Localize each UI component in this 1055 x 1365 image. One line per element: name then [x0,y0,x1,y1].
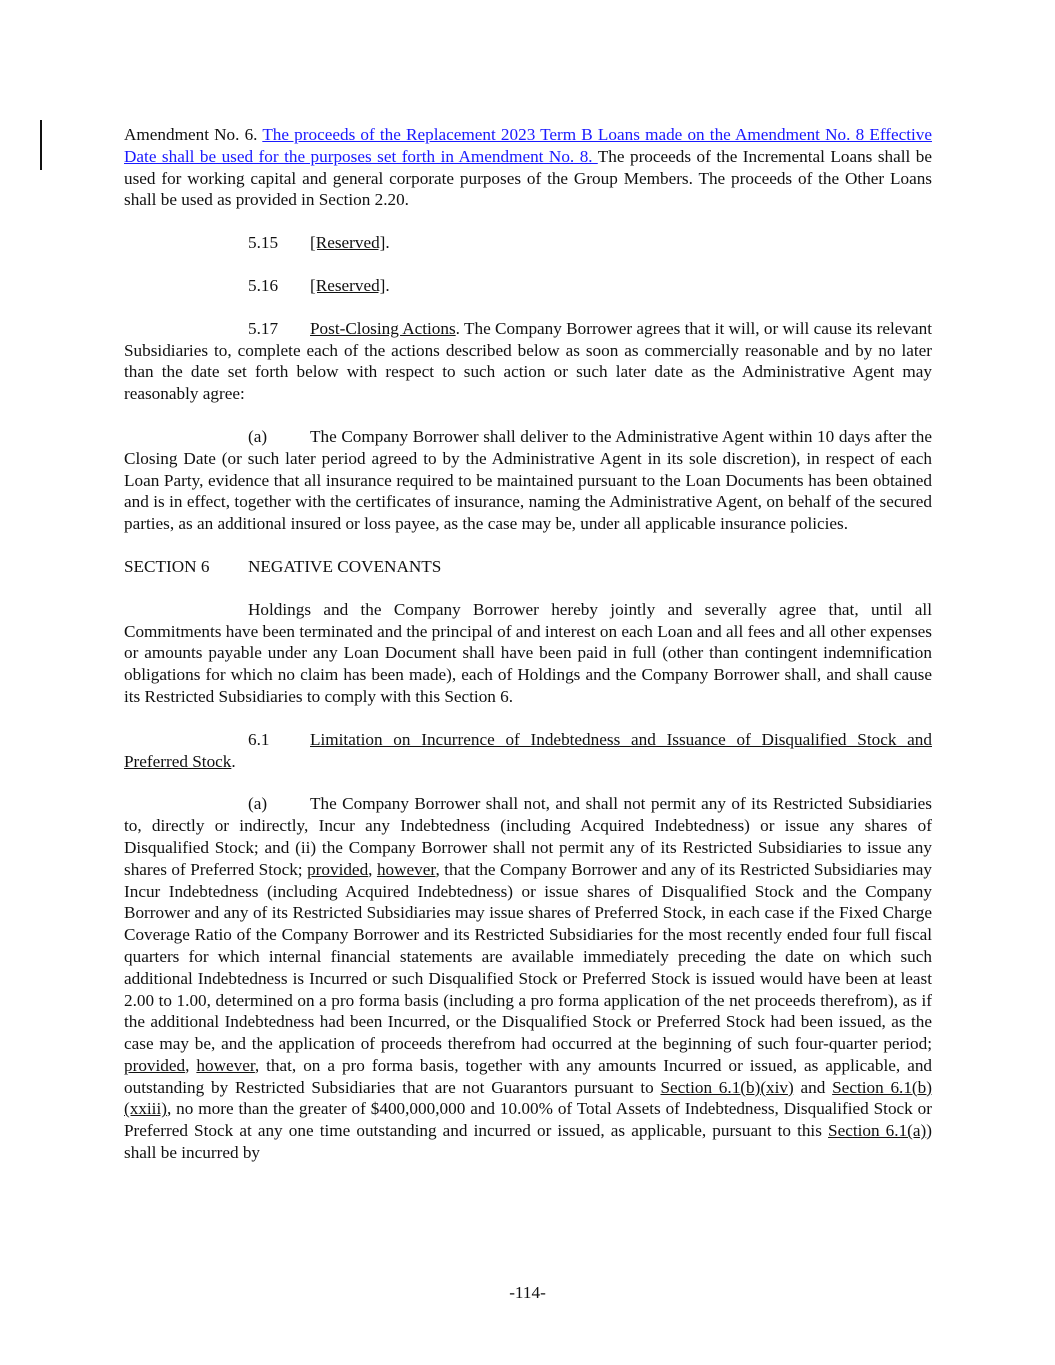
text-run: The Company Borrower shall not, and shall not permit any of its Restricted Subsidiaries to, directly or indirectly, Incur any Indebtedness (including Acquired Indebtedness) or issue any shares of Disqualified Stock; and (ii) the Company Borrower shall not permit any of its Restricted Subsidiaries to issue any shares of Preferred Stock; [124,794,932,879]
defined-term-provided: provided [307,859,369,879]
text-run: The proceeds of the Incremental Loans shall be used for working capital and general corporate purposes of the Group Members. The proceeds of the Other Loans shall be used as provided in Section 2.20. [124,146,933,210]
text-run: , that the Company Borrower and any of its Restricted Subsidiaries may Incur Indebtedness (including Acquired Indebtedness) or issue shares of Disqualified Stock and the Company Borrower and any of its Restricted Subsidiaries may issue shares of Preferred Stock, in each case if the Fixed Charge Coverage Ratio of the Company Borrower and its Restricted Subsidiaries for the most recently ended four full fiscal quarters for which internal financial statements are available immediately preceding the date on which such additional Indebtedness is Incurred or such Disqualified Stock or Preferred Stock is issued would have been at least 2.00 to 1.00, determined on a pro forma basis (including a pro forma application of the net proceeds therefrom), as if the additional Indebtedness had been Incurred, or the Disqualified Stock or Preferred Stock had been issued, as the case may be, and the application of proceeds therefrom had occurred at the beginning of such four-quarter period; [124,859,932,1054]
section-title: Limitation on Incurrence of Indebtedness and Issuance of Disqualified Stock and Preferred Stock [124,729,932,771]
text-run: ) shall be incurred by [124,1121,932,1163]
cross-reference: Section 6.1(b)(xxiii) [124,1077,932,1119]
page-number: -114- [509,1283,546,1302]
inserted-text-amendment-8: The proceeds of the Replacement 2023 Term B Loans made on the Amendment No. 8 Effective Date shall be used for the purposes set forth in Amendment No. 8. [124,125,932,166]
document-page [124,124,932,1185]
cross-reference: Section 6.1(b)(xiv) [660,1077,794,1097]
defined-term-however: however [376,859,436,879]
text-run: Amendment No. 6. [124,125,263,144]
text-run: , that, on a pro forma basis, together with any amounts Incurred or issued, as applicable, and outstanding by Restricted Subsidiaries that are not Guarantors pursuant to [124,1055,933,1097]
punctuation: , [368,859,377,879]
section-5-17-a [124,426,932,535]
section-title: [Reserved] [310,233,386,253]
section-title: Post-Closing Actions [310,318,456,338]
section-title: [Reserved] [310,275,386,295]
clause-number: (a) [248,426,268,446]
punctuation: . [385,275,390,295]
revision-change-bar [40,120,42,170]
section-6-1 [124,729,932,773]
section-number: 5.17 [248,318,279,338]
punctuation: . [231,751,236,771]
section-number: 5.16 [248,275,279,295]
section-5-17 [124,318,932,405]
paragraph-use-of-proceeds [124,124,932,211]
section-number: 5.15 [248,233,279,253]
defined-term-however: however [196,1055,255,1075]
clause-body: The Company Borrower shall deliver to the Administrative Agent within 10 days after the Closing Date (or such later period agreed to by the Administrative Agent in its sole discretion), in respect of each Loan Party, evidence that all insurance required to be maintained pursuant to the Loan Documents has been obtained and is in effect, together with the certificates of insurance, naming the Administrative Agent, on behalf of the secured parties, as an additional insured or loss payee, as the case may be, under all applicable insurance policies. [124,426,932,534]
section-6-heading [124,556,932,578]
text-run: and [793,1077,833,1097]
punctuation: . [385,233,390,253]
section-5-15 [124,232,932,254]
section-6-1-a [124,793,932,1164]
section-body: . The Company Borrower agrees that it will, or will cause its relevant Subsidiaries to, complete each of the actions described below as soon as commercially reasonable and by no later than the date set forth below with respect to such action or such later date as the Administrative Agent may reasonably agree: [124,318,933,404]
section-6-intro: Holdings and the Company Borrower hereby jointly and severally agree that, until all Commitments have been terminated and the principal of and interest on each Loan and all fees and all other expenses or amounts payable under any Loan Document shall have been paid in full (other than contingent indemnification obligations for which no claim has been made), each of Holdings and the Company Borrower shall, and shall cause its Restricted Subsidiaries to comply with this Section 6. [124,599,932,706]
section-heading-title: NEGATIVE COVENANTS [248,556,442,576]
section-5-16 [124,275,932,297]
punctuation: , [185,1055,197,1075]
text-run: , no more than the greater of $400,000,000 and 10.00% of Total Assets of Indebtedness, Disqualified Stock or Preferred Stock at any one time outstanding and incurred or issued, as applicable, pursuant to this [124,1099,932,1141]
section-number: 6.1 [248,729,270,749]
cross-reference: Section 6.1(a) [828,1121,927,1141]
section-label: SECTION 6 [124,556,210,576]
clause-number: (a) [248,794,268,814]
defined-term-provided: provided [124,1055,186,1075]
